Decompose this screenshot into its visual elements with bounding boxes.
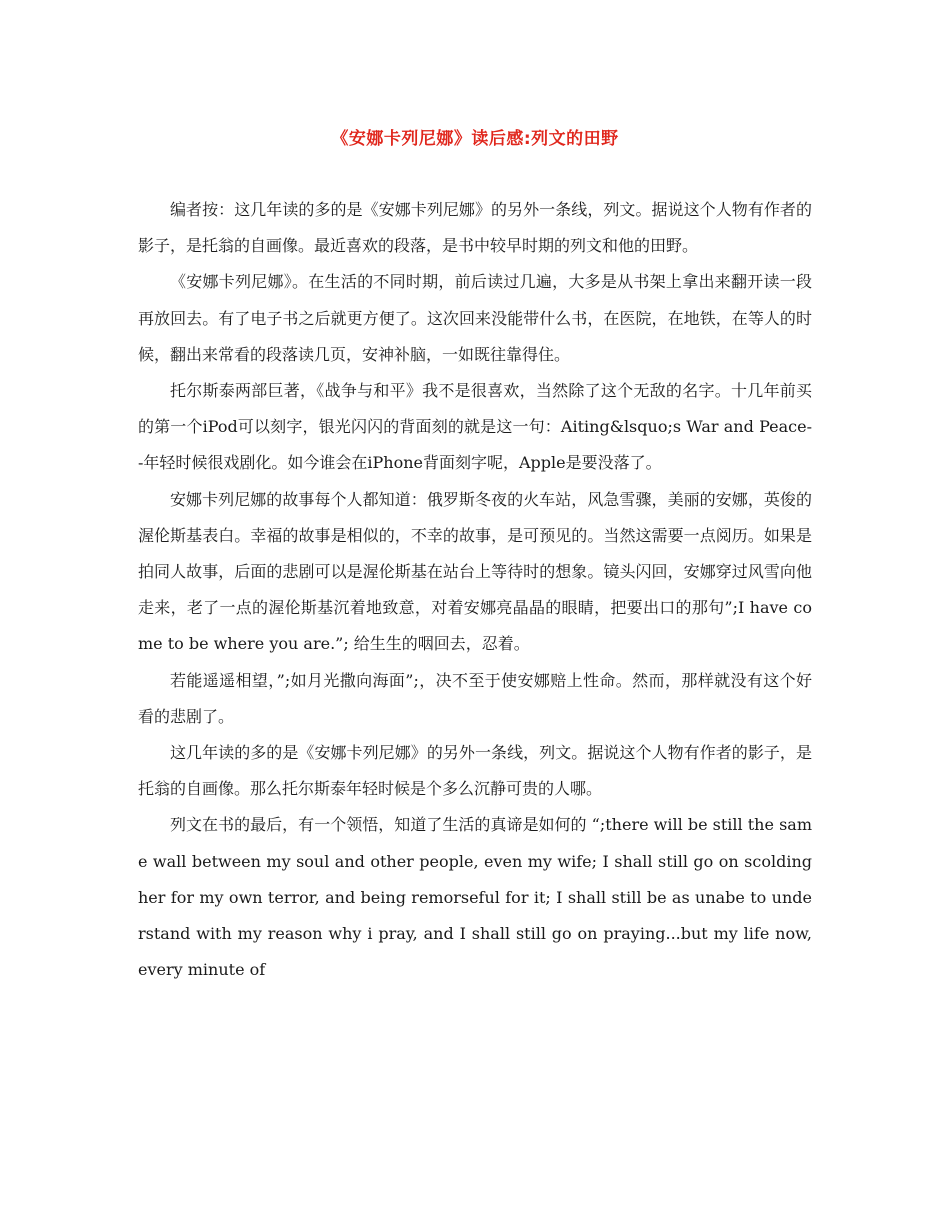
- paragraph-tragedy: 若能遥遥相望，”;如月光撒向海面”;，决不至于使安娜赔上性命。然而，那样就没有这个好看的悲剧了。: [138, 670, 812, 726]
- paragraph-anna-story: 安娜卡列尼娜的故事每个人都知道：俄罗斯冬夜的火车站，风急雪骤，美丽的安娜，英俊的渥伦斯基表白。幸福的故事是相似的，不幸的故事，是可预见的。当然这需要一点阅历。如果是拍同人故事，后面的悲剧可以是渥伦斯基在站台上等待时的想象。镜头闪回，安娜穿过风雪向他走来，老了一点的渥伦斯基沉着地致意，对着安娜亮晶晶的眼睛，把要出口的那句”;I have come to be where you are.”; 给生生的咽回去，忍着。: [138, 489, 812, 654]
- paragraph-editor-note: 编者按：这几年读的多的是《安娜卡列尼娜》的另外一条线，列文。据说这个人物有作者的影子，是托翁的自画像。最近喜欢的段落，是书中较早时期的列文和他的田野。: [138, 200, 812, 256]
- document-body: [138, 192, 812, 988]
- document-title: 《安娜卡列尼娜》读后感:列文的田野: [331, 129, 619, 149]
- paragraph-levin: 这几年读的多的是《安娜卡列尼娜》的另外一条线，列文。据说这个人物有作者的影子，是托翁的自画像。那么托尔斯泰年轻时候是个多么沉静可贵的人哪。: [138, 743, 812, 799]
- paragraph-levin-quote: 列文在书的最后，有一个领悟，知道了生活的真谛是如何的 “;there will be still the same wall between my soul and other people, even my wife; I shall still go on scolding her for my own terror, and being remorseful for it; I shall still be as unabe to understand with my reason why i pray, and I shall still go on praying...but my life now, every minute of: [138, 815, 812, 980]
- paragraph-war-and-peace: 托尔斯泰两部巨著，《战争与和平》我不是很喜欢，当然除了这个无敌的名字。十几年前买的第一个iPod可以刻字，银光闪闪的背面刻的就是这一句：Aiting&lsquo;s War and Peace--年轻时候很戏剧化。如今谁会在iPhone背面刻字呢，Apple是要没落了。: [138, 381, 812, 473]
- paragraph-reading-history: 《安娜卡列尼娜》。在生活的不同时期，前后读过几遍，大多是从书架上拿出来翻开读一段再放回去。有了电子书之后就更方便了。这次回来没能带什么书，在医院，在地铁，在等人的时候，翻出来常看的段落读几页，安神补脑，一如既往靠得住。: [138, 272, 812, 364]
